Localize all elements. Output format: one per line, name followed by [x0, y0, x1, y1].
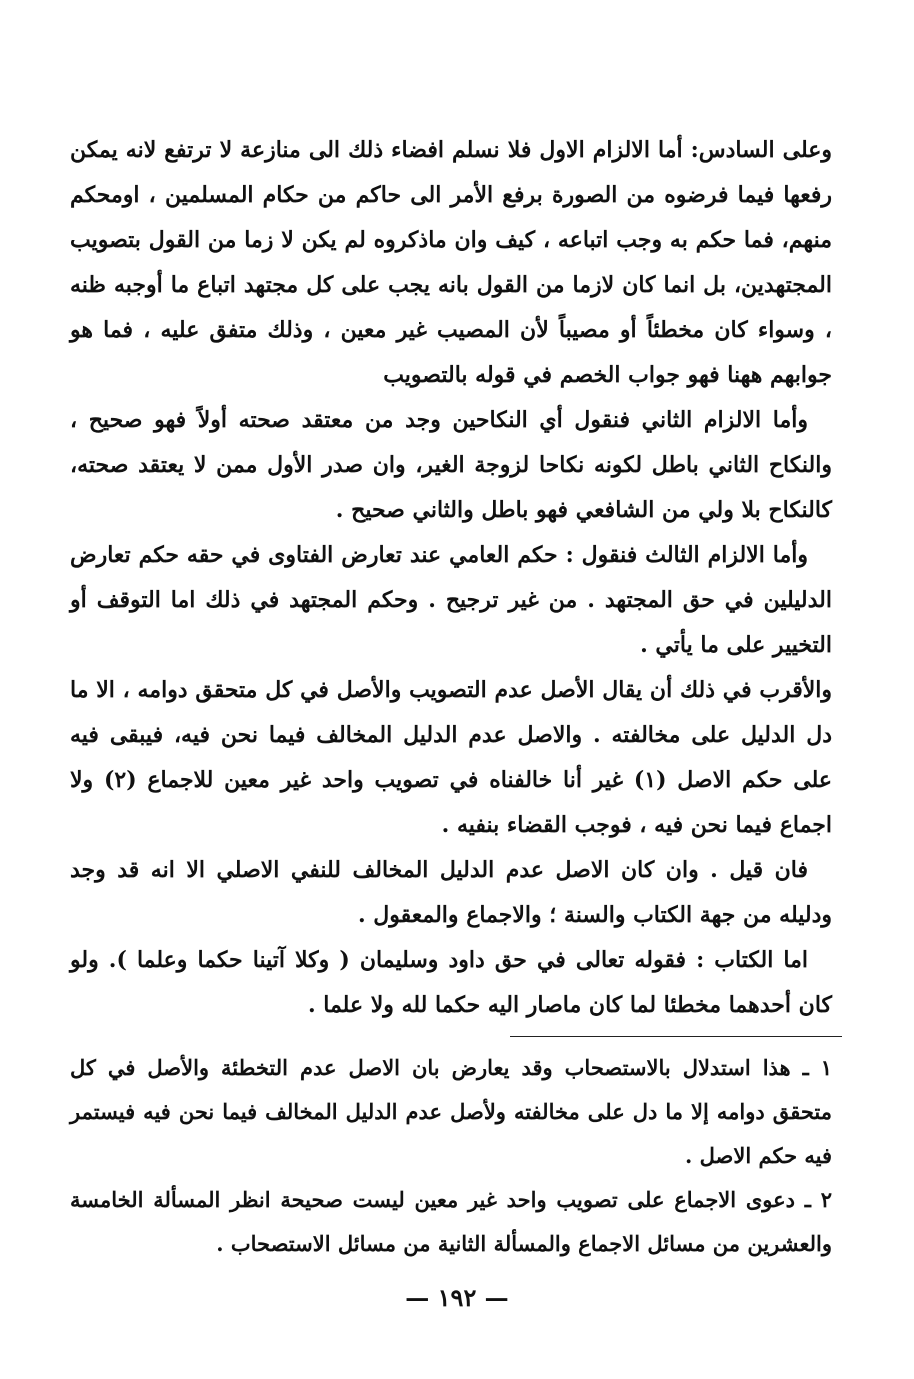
paragraph-closest-view: والأقرب في ذلك أن يقال الأصل عدم التصويب والأصل في كل متحقق دوامه ، الا ما دل الدليل على مخالفته . والاصل عدم الدليل المخالف فيما نحن فيه، فيبقى فيه على حكم الاصل (١) غير أنا خالفناه في تصويب واحد غير معين للاجماع (٢) ولا اجماع فيما نحن فيه ، فوجب القضاء بنفيه .: [70, 677, 832, 838]
footnote-1: ١ ـ هذا استدلال بالاستصحاب وقد يعارض بان الاصل عدم التخطئة والأصل في كل متحقق دوامه إلا ما دل على مخالفته ولأصل عدم الدليل المخالف فيما نحن فيه فيستمر فيه حكم الاصل .: [70, 1055, 832, 1168]
main-text: [70, 128, 832, 1028]
paragraph-objection: فان قيل . وان كان الاصل عدم الدليل المخالف للنفي الاصلي الا انه قد وجد ودليله من جهة الكتاب والسنة ؛ والاجماع والمعقول .: [70, 857, 832, 928]
paragraph-quran-evidence: اما الكتاب : فقوله تعالى في حق داود وسليمان ( وكلا آتينا حكما وعلما ). ولو كان أحدهما مخطئا لما كان ماصار اليه حكما لله ولا علما .: [70, 947, 832, 1018]
footnotes: [70, 1046, 832, 1266]
footnote-2: ٢ ـ دعوى الاجماع على تصويب واحد غير معين ليست صحيحة انظر المسألة الخامسة والعشرين من مسائل الاجماع والمسألة الثانية من مسائل الاستصحاب .: [70, 1187, 832, 1256]
paragraph-second-obligation: وأما الالزام الثاني فنقول أي النكاحين وجد من معتقد صحته أولاً فهو صحيح ، والنكاح الثاني باطل لكونه نكاحا لزوجة الغير، وان صدر الأول ممن لا يعتقد صحته، كالنكاح بلا ولي من الشافعي فهو باطل والثاني صحيح .: [70, 407, 832, 523]
page-number: — ١٩٢ —: [405, 1283, 509, 1312]
footnote-separator: [510, 1036, 842, 1037]
paragraph-sixth-objection: وعلى السادس: أما الالزام الاول فلا نسلم افضاء ذلك الى منازعة لا ترتفع لانه يمكن رفعها فيما فرضوه من الصورة برفع الأمر الى حاكم من حكام المسلمين ، اومحكم منهم، فما حكم به وجب اتباعه ، كيف وان ماذكروه لم يكن لا زما من القول بتصويب المجتهدين، بل انما كان لازما من القول بانه يجب على كل مجتهد اتباع ما أوجبه ظنه ، وسواء كان مخطئاً أو مصيباً لأن المصيب غير معين ، وذلك متفق عليه ، فما هو جوابهم ههنا فهو جواب الخصم في قوله بالتصويب: [70, 137, 832, 388]
paragraph-third-obligation: وأما الالزام الثالث فنقول : حكم العامي عند تعارض الفتاوى في حقه حكم تعارض الدليلين في حق المجتهد . من غير ترجيح . وحكم المجتهد في ذلك اما التوقف أو التخيير على ما يأتي .: [70, 542, 833, 658]
